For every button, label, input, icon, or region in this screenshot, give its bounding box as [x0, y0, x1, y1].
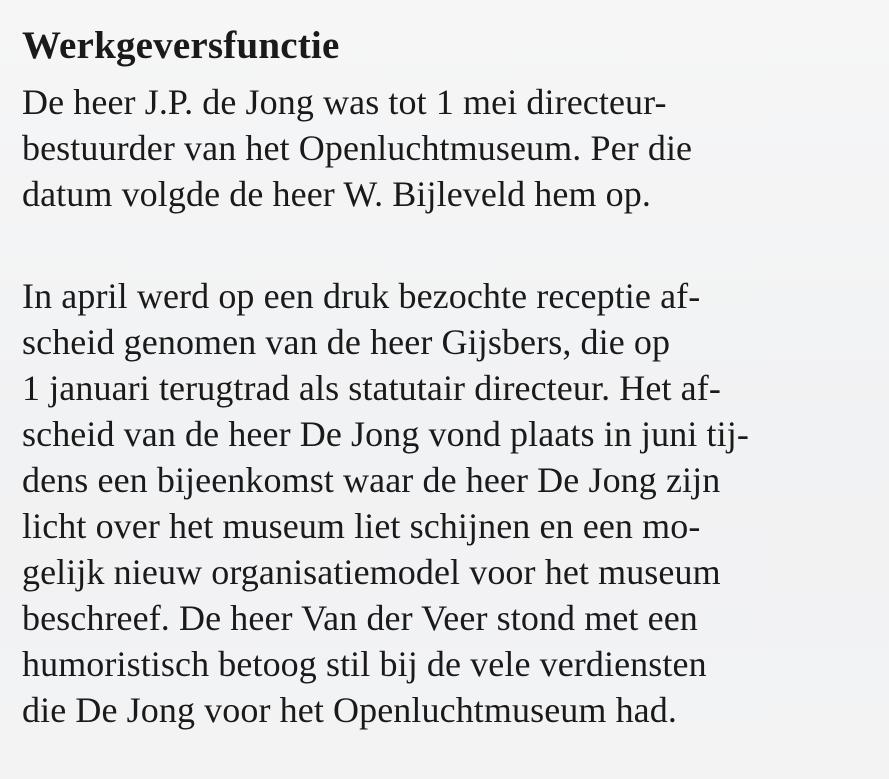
section-heading: Werkgeversfunctie	[22, 24, 340, 67]
text-line: 1 januari terugtrad als statutair directeur. Het af-	[22, 368, 721, 408]
text-line: die De Jong voor het Openluchtmuseum had.	[22, 690, 677, 730]
text-line: scheid van de heer De Jong vond plaats in juni tij-	[22, 414, 749, 454]
text-line: In april werd op een druk bezochte receptie af-	[22, 276, 701, 316]
text-line: scheid genomen van de heer Gijsbers, die op	[22, 322, 671, 362]
text-line: datum volgde de heer W. Bijleveld hem op.	[22, 174, 651, 214]
text-line: licht over het museum liet schijnen en een mo-	[22, 506, 701, 546]
text-line: beschreef. De heer Van der Veer stond met een	[22, 598, 698, 638]
text-line: De heer J.P. de Jong was tot 1 mei directeur-	[22, 82, 667, 122]
text-line: dens een bijeenkomst waar de heer De Jong zijn	[22, 460, 721, 500]
text-line: humoristisch betoog stil bij de vele verdiensten	[22, 644, 707, 684]
text-line: bestuurder van het Openluchtmuseum. Per die	[22, 128, 693, 168]
text-line: gelijk nieuw organisatiemodel voor het museum	[22, 552, 721, 592]
